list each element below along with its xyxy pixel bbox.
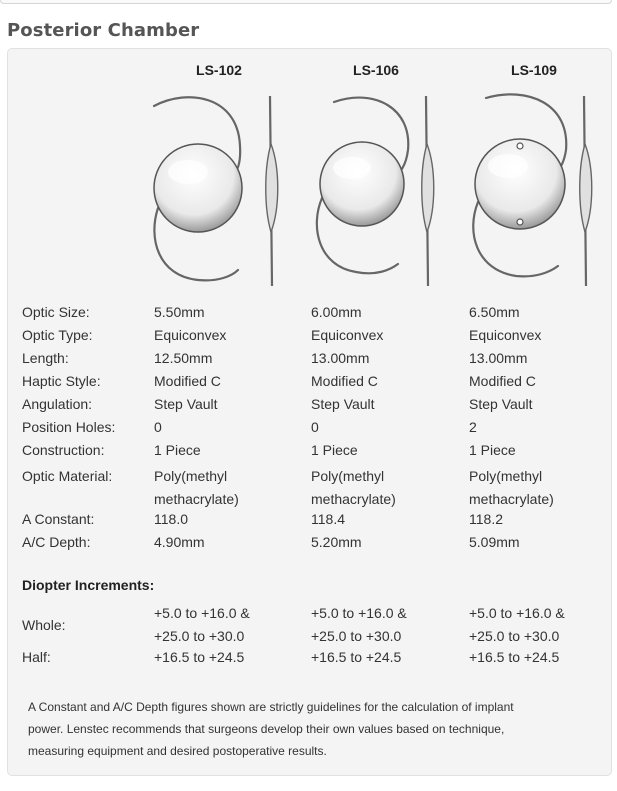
spec-value-ls106: Equiconvex <box>311 327 384 343</box>
diopter-value-ls102: +25.0 to +30.0 <box>154 628 245 644</box>
spec-label: Optic Size: <box>22 304 90 320</box>
diopter-increments-title: Diopter Increments: <box>22 577 155 593</box>
spec-value-ls109: Step Vault <box>469 396 533 412</box>
lens-model-ls106: LS-106 <box>353 62 399 78</box>
spec-label: A Constant: <box>22 511 95 527</box>
spec-label: Position Holes: <box>22 419 116 435</box>
diopter-value-ls102: +5.0 to +16.0 & <box>154 605 250 621</box>
lens-model-ls109: LS-109 <box>511 62 557 78</box>
spec-value-ls106: 0 <box>311 419 319 435</box>
position-hole-icon <box>517 219 523 225</box>
spec-value-ls106: Modified C <box>311 373 378 389</box>
spec-value-ls109: 2 <box>469 419 477 435</box>
spec-value-ls102: 118.0 <box>154 511 188 527</box>
note-line: measuring equipment and desired postoperative results. <box>28 744 327 758</box>
spec-value-ls109: 118.2 <box>469 511 503 527</box>
spec-value-ls102: 1 Piece <box>154 442 201 458</box>
spec-value-ls106: 13.00mm <box>311 350 370 366</box>
spec-value-ls109: Poly(methyl <box>469 468 543 484</box>
spec-value-ls109: 13.00mm <box>469 350 528 366</box>
spec-value-ls106: methacrylate) <box>311 491 396 507</box>
spec-label: Haptic Style: <box>22 373 101 389</box>
guideline-note <box>28 696 588 762</box>
spec-label: Optic Type: <box>22 327 93 343</box>
spec-label: Angulation: <box>22 396 93 412</box>
spec-value-ls106: 1 Piece <box>311 442 358 458</box>
spec-label: Construction: <box>22 442 105 458</box>
spec-value-ls109: Equiconvex <box>469 327 542 343</box>
spec-value-ls102: 4.90mm <box>154 534 205 550</box>
spec-label: Length: <box>22 350 69 366</box>
diopter-value-ls109: +16.5 to +24.5 <box>469 649 560 665</box>
spec-value-ls109: 5.09mm <box>469 534 520 550</box>
diopter-label: Half: <box>22 649 51 665</box>
spec-value-ls109: 6.50mm <box>469 304 520 320</box>
spec-value-ls102: Step Vault <box>154 396 218 412</box>
spec-value-ls102: Equiconvex <box>154 327 227 343</box>
diopter-value-ls109: +5.0 to +16.0 & <box>469 605 565 621</box>
position-hole-icon <box>517 143 523 149</box>
lens-model-ls102: LS-102 <box>196 62 242 78</box>
spec-label: Optic Material: <box>22 468 113 484</box>
lens-illustration-ls109 <box>462 88 602 290</box>
section-title: Posterior Chamber <box>7 20 200 41</box>
diopter-label: Whole: <box>22 617 66 633</box>
spec-label: A/C Depth: <box>22 534 91 550</box>
diopter-value-ls106: +25.0 to +30.0 <box>311 628 402 644</box>
diopter-value-ls106: +16.5 to +24.5 <box>311 649 402 665</box>
spec-value-ls102: 0 <box>154 419 162 435</box>
spec-value-ls109: 1 Piece <box>469 442 516 458</box>
spec-value-ls102: methacrylate) <box>154 491 239 507</box>
note-line: A Constant and A/C Depth figures shown are strictly guidelines for the calculation of implant <box>28 700 514 714</box>
spec-value-ls109: methacrylate) <box>469 491 554 507</box>
lens-illustration-ls102 <box>148 88 288 290</box>
diopter-value-ls106: +5.0 to +16.0 & <box>311 605 407 621</box>
spec-value-ls106: 5.20mm <box>311 534 362 550</box>
spec-value-ls106: Poly(methyl <box>311 468 385 484</box>
spec-value-ls102: Poly(methyl <box>154 468 228 484</box>
note-line: power. Lenstec recommends that surgeons develop their own values based on technique, <box>28 722 505 736</box>
diopter-value-ls102: +16.5 to +24.5 <box>154 649 245 665</box>
spec-value-ls106: 118.4 <box>311 511 345 527</box>
previous-section-box <box>0 0 612 4</box>
spec-value-ls106: 6.00mm <box>311 304 362 320</box>
spec-value-ls109: Modified C <box>469 373 536 389</box>
spec-value-ls102: Modified C <box>154 373 221 389</box>
spec-value-ls106: Step Vault <box>311 396 375 412</box>
spec-value-ls102: 12.50mm <box>154 350 213 366</box>
lens-illustration-ls106 <box>304 88 444 290</box>
diopter-value-ls109: +25.0 to +30.0 <box>469 628 560 644</box>
spec-value-ls102: 5.50mm <box>154 304 205 320</box>
